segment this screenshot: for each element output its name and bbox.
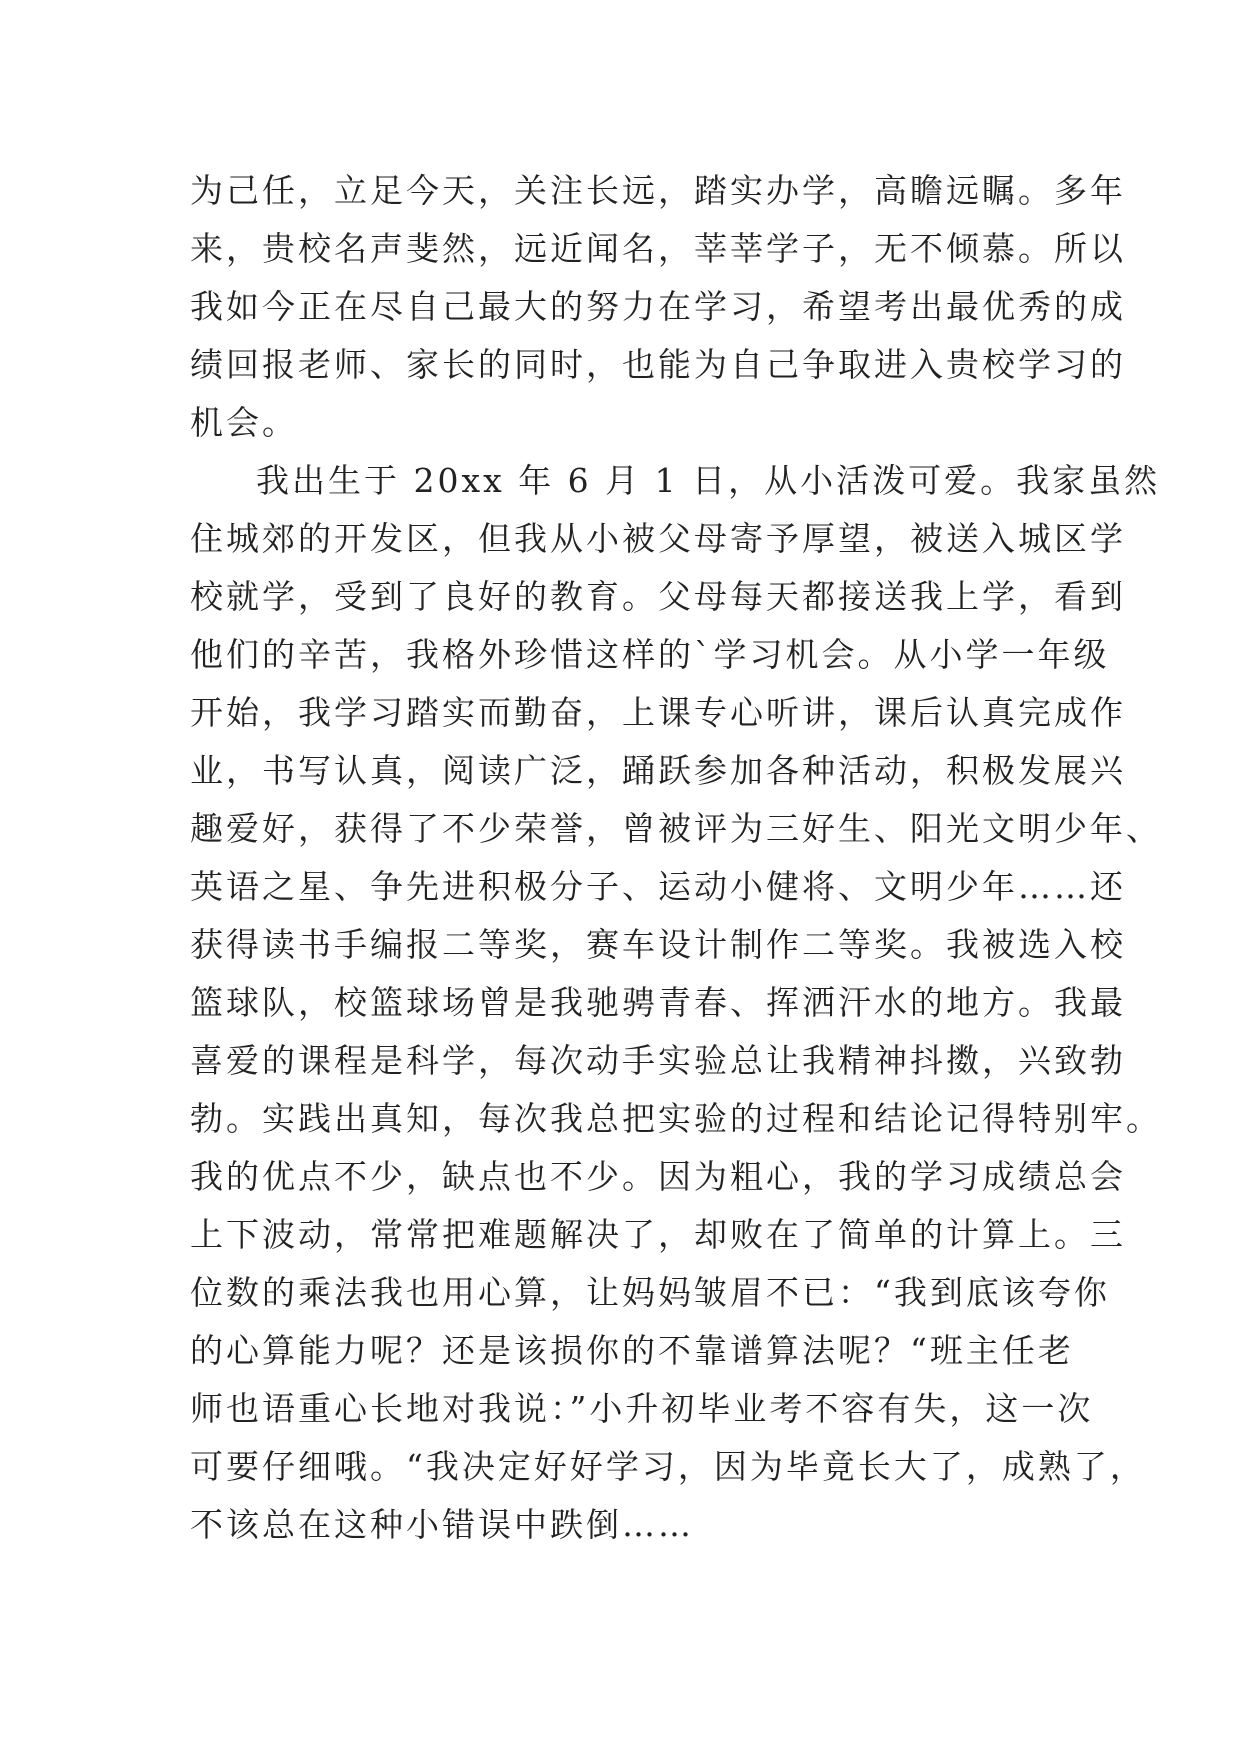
text-line: 获得读书手编报二等奖，赛车设计制作二等奖。我被选入校 bbox=[190, 925, 1126, 964]
text-line: 趣爱好，获得了不少荣誉，曾被评为三好生、阳光文明少年、 bbox=[190, 809, 1162, 848]
text-line: 机会。 bbox=[190, 403, 298, 442]
text-line: 可要仔细哦。“我决定好好学习，因为毕竟长大了，成熟了， bbox=[190, 1447, 1146, 1486]
text-line: 为己任，立足今天，关注长远，踏实办学，高瞻远瞩。多年 bbox=[190, 171, 1126, 210]
text-line: 来，贵校名声斐然，远近闻名，莘莘学子，无不倾慕。所以 bbox=[190, 229, 1126, 268]
text-line: 校就学，受到了良好的教育。父母每天都接送我上学，看到 bbox=[190, 577, 1126, 616]
text-line: 篮球队，校篮球场曾是我驰骋青春、挥洒汗水的地方。我最 bbox=[190, 983, 1126, 1022]
text-line: 他们的辛苦，我格外珍惜这样的`学习机会。从小学一年级 bbox=[190, 635, 1110, 674]
body-text bbox=[190, 162, 1162, 1554]
text-line: 位数的乘法我也用心算，让妈妈皱眉不已：“我到底该夸你 bbox=[190, 1273, 1110, 1312]
text-line: 英语之星、争先进积极分子、运动小健将、文明少年……还 bbox=[190, 867, 1126, 906]
text-line: 我如今正在尽自己最大的努力在学习，希望考出最优秀的成 bbox=[190, 287, 1126, 326]
text-line: 上下波动，常常把难题解决了，却败在了简单的计算上。三 bbox=[190, 1215, 1126, 1254]
text-line: 喜爱的课程是科学，每次动手实验总让我精神抖擞，兴致勃 bbox=[190, 1041, 1126, 1080]
text-line: 不该总在这种小错误中跌倒…… bbox=[190, 1505, 694, 1544]
text-line: 住城郊的开发区，但我从小被父母寄予厚望，被送入城区学 bbox=[190, 519, 1126, 558]
text-line: 开始，我学习踏实而勤奋，上课专心听讲，课后认真完成作 bbox=[190, 693, 1126, 732]
text-line: 的心算能力呢？还是该损你的不靠谱算法呢？“班主任老 bbox=[190, 1331, 1074, 1370]
text-line: 绩回报老师、家长的同时，也能为自己争取进入贵校学习的 bbox=[190, 345, 1126, 384]
text-line: 勃。实践出真知，每次我总把实验的过程和结论记得特别牢。 bbox=[190, 1099, 1162, 1138]
text-line: 业，书写认真，阅读广泛，踊跃参加各种活动，积极发展兴 bbox=[190, 751, 1126, 790]
text-line: 我的优点不少，缺点也不少。因为粗心，我的学习成绩总会 bbox=[190, 1157, 1126, 1196]
text-line: 师也语重心长地对我说：”小升初毕业考不容有失，这一次 bbox=[190, 1389, 1094, 1428]
paragraph-start-line: 我出生于 20xx 年 6 月 1 日，从小活泼可爱。我家虽然 bbox=[256, 461, 1161, 500]
